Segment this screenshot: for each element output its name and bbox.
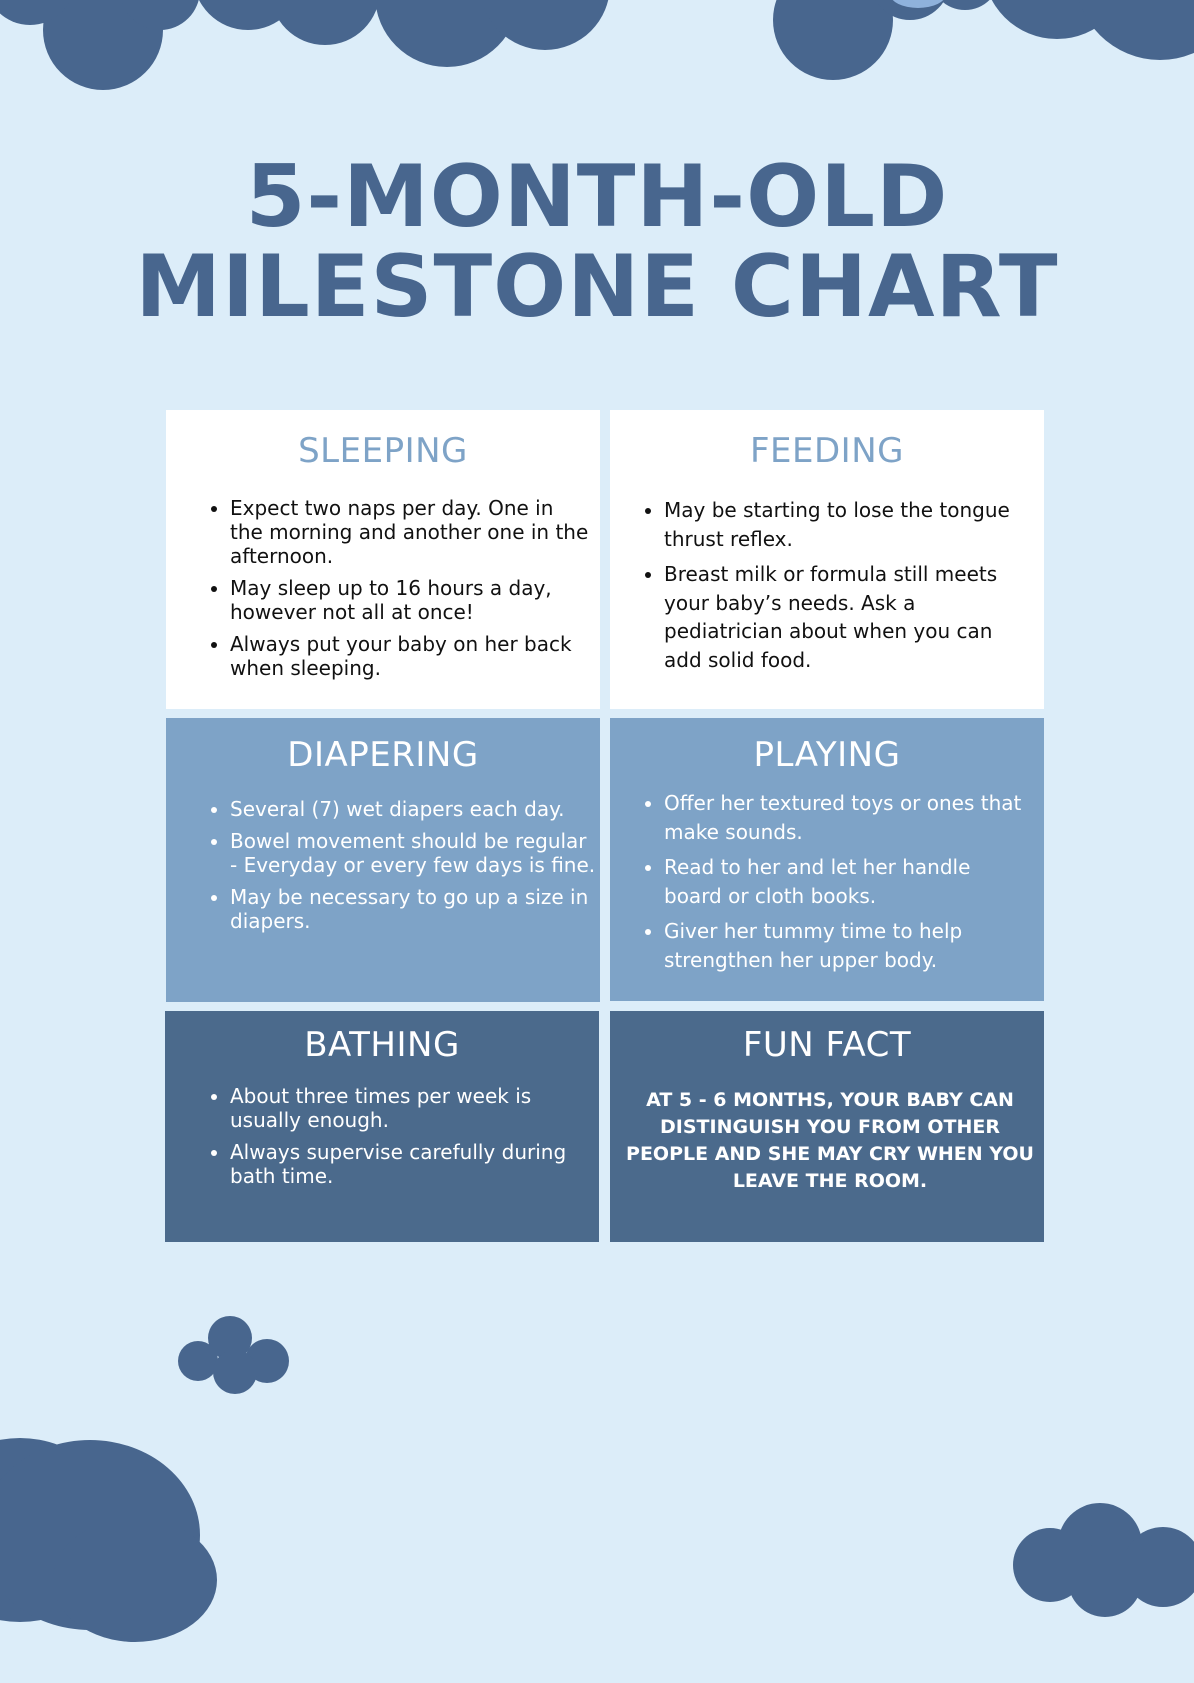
sleeping-list <box>206 496 590 688</box>
fun-fact-text: AT 5 - 6 MONTHS, YOUR BABY CAN DISTINGUISH YOU FROM OTHER PEOPLE AND SHE MAY CRY WHEN YOU LEAVE THE ROOM. <box>626 1089 1034 1192</box>
card-bathing <box>165 1011 599 1242</box>
list-item: • About three times per week is usually enough. <box>230 1084 600 1132</box>
feeding-list <box>640 496 1036 681</box>
sleeping-heading: SLEEPING <box>298 431 468 471</box>
list-item: • Giver her tummy time to help strengthen her upper body. <box>664 917 1034 974</box>
title-line-1: 5-MONTH-OLD <box>245 147 949 247</box>
diapering-list <box>206 797 600 941</box>
bottom-cloud-right <box>1013 1503 1194 1617</box>
top-cloud-left <box>0 0 200 90</box>
list-item: • Bowel movement should be regular - Everyday or every few days is fine. <box>230 829 600 877</box>
card-fun-fact <box>610 1011 1044 1242</box>
top-cloud-right <box>773 0 1194 80</box>
list-item: • May be necessary to go up a size in diapers. <box>230 885 600 933</box>
list-item: • Expect two naps per day. One in the morning and another one in the afternoon. <box>230 496 590 568</box>
list-item: • Read to her and let her handle board or cloth books. <box>664 853 1034 910</box>
list-item: • Breast milk or formula still meets your baby’s needs. Ask a pediatrician about when you can add solid food. <box>664 560 1036 674</box>
list-item: • Several (7) wet diapers each day. <box>230 797 600 821</box>
small-cloud <box>178 1316 289 1394</box>
list-item: • Always supervise carefully during bath time. <box>230 1140 600 1188</box>
page-title <box>0 147 1194 337</box>
bathing-heading: BATHING <box>304 1025 460 1065</box>
card-diapering <box>166 718 600 1002</box>
list-item: • Always put your baby on her back when sleeping. <box>230 632 590 680</box>
playing-heading: PLAYING <box>753 735 901 775</box>
fun-fact-heading: FUN FACT <box>742 1025 912 1065</box>
card-sleeping <box>166 410 600 709</box>
playing-list <box>640 789 1034 981</box>
diapering-heading: DIAPERING <box>287 735 479 775</box>
card-playing <box>610 718 1044 1001</box>
title-line-2: MILESTONE CHART <box>135 237 1059 337</box>
list-item: • May be starting to lose the tongue thrust reflex. <box>664 496 1036 553</box>
list-item: • Offer her textured toys or ones that make sounds. <box>664 789 1034 846</box>
card-feeding <box>610 410 1044 709</box>
bottom-cloud-left <box>0 1438 217 1642</box>
list-item: • May sleep up to 16 hours a day, however not all at once! <box>230 576 590 624</box>
bathing-list <box>206 1084 600 1196</box>
top-cloud-middle <box>193 0 665 67</box>
feeding-heading: FEEDING <box>749 431 904 471</box>
